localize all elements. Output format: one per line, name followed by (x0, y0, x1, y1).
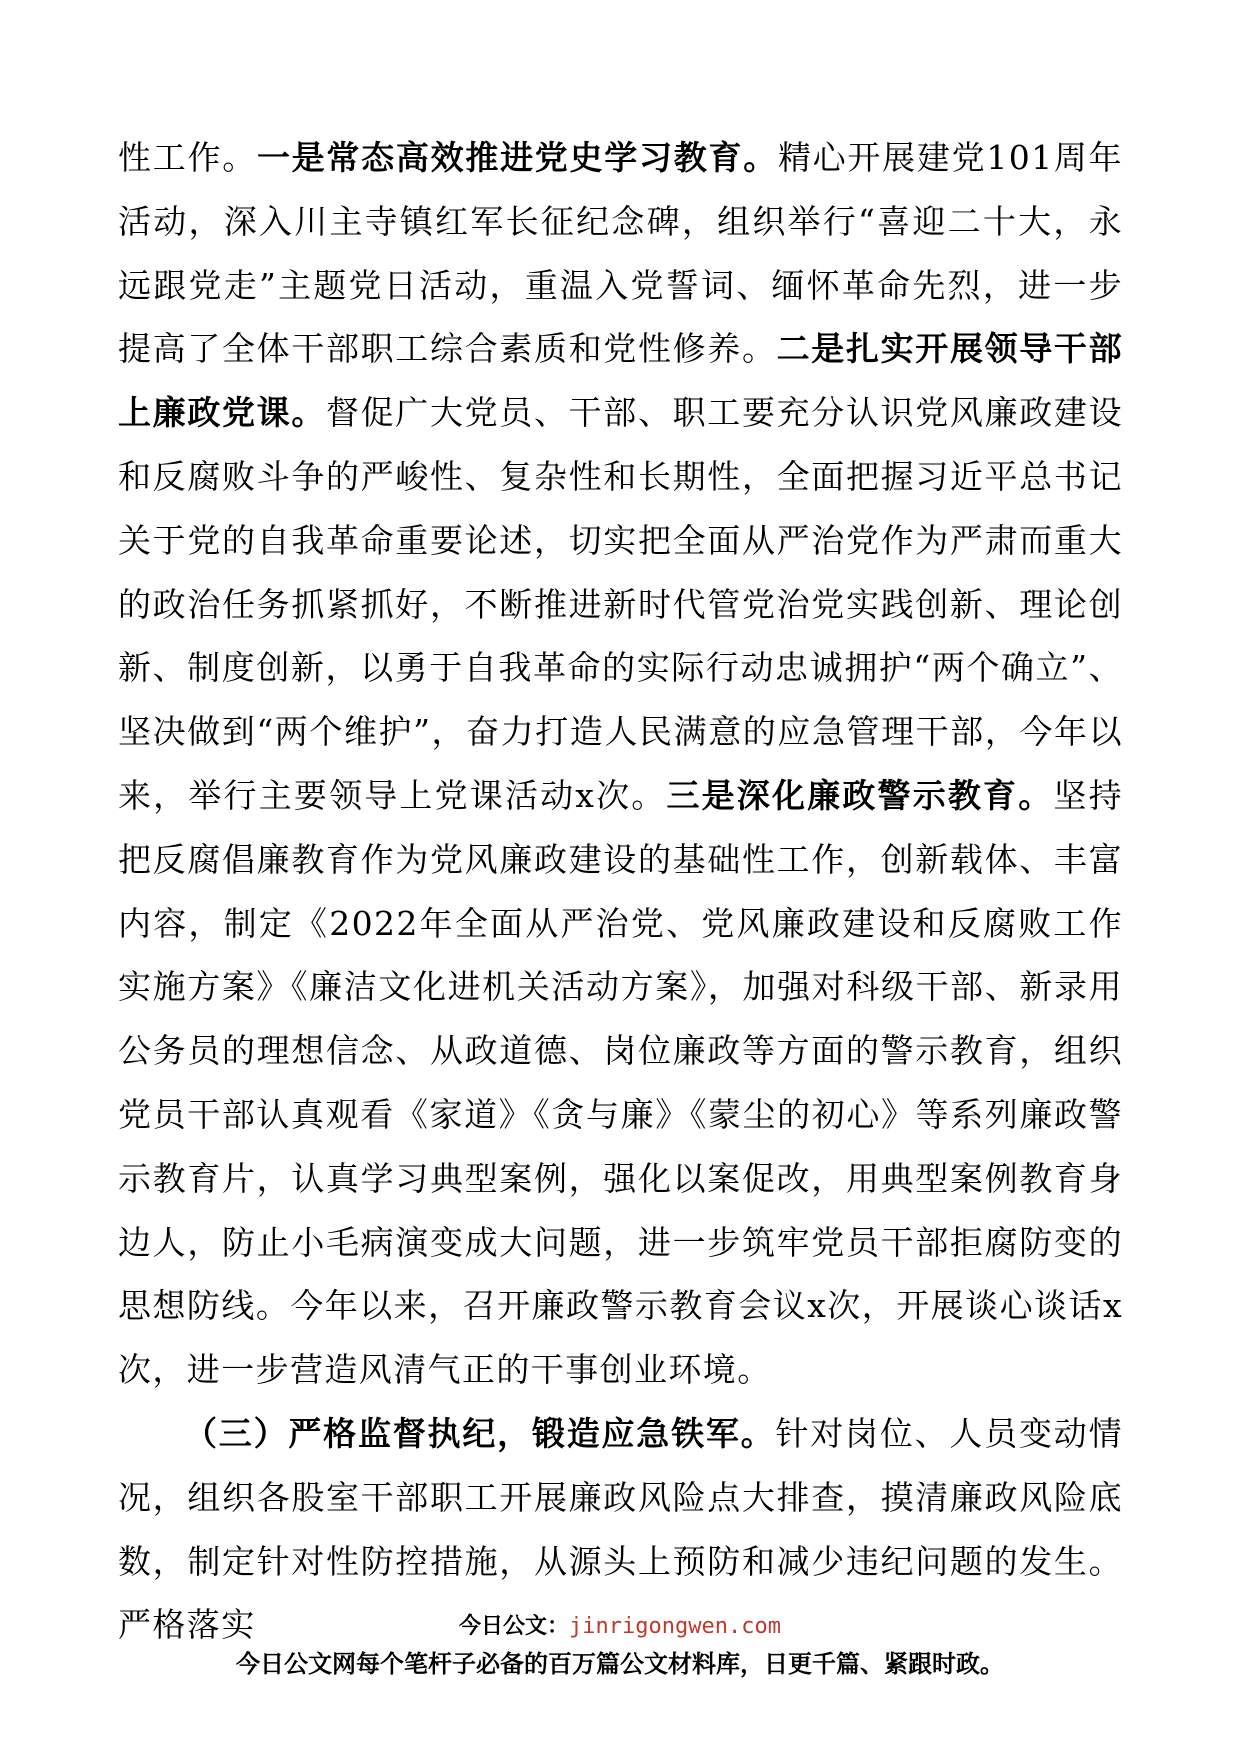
footer-tagline: 今日公文网每个笔杆子必备的百万篇公文材料库，日更千篇、紧跟时政。 (236, 1650, 1004, 1678)
heading-run-first: 一是常态高效推进党史学习教育。 (256, 138, 778, 177)
footer-label: 今日公文： (459, 1614, 570, 1639)
document-body (118, 126, 1123, 1657)
section-heading-run: （三）严格监督执纪，锻造应急铁军。 (184, 1413, 776, 1453)
text-run: 坚持把反腐倡廉教育作为党风廉政建设的基础性工作，创新载体、丰富内容，制定《2022年全面从严治党、党风廉政建设和反腐败工作实施方案》《廉洁文化进机关活动方案》，加强对科级干部、新录用公务员的理想信念、从政道德、岗位廉政等方面的警示教育，组织党员干部认真观看《家道》《贪与廉》《蒙尘的初心》等系列廉政警示教育片，认真学习典型案例，强化以案促改，用典型案例教育身边人，防止小毛病演变成大问题，进一步筑牢党员干部拒腐防变的思想防线。今年以来，召开廉政警示教育会议x次，开展谈心谈话x次，进一步营造风清气正的干事创业环境。 (118, 775, 1123, 1390)
footer-site-line (0, 1612, 1240, 1642)
text-run: 督促广大党员、干部、职工要充分认识党风廉政建设和反腐败斗争的严峻性、复杂性和长期性，全面把握习近平总书记关于党的自我革命重要论述，切实把全面从严治党作为严肃而重大的政治任务抓紧抓好，不断推进新时代管党治党实践创新、理论创新、制度创新，以勇于自我革命的实际行动忠诚拥护“两个确立”、坚决做到“两个维护”，奋力打造人民满意的应急管理干部，今年以来，举行主要领导上党课活动x次。 (118, 393, 1123, 815)
text-run: 针对岗位、人员变动情况，组织各股室干部职工开展廉政风险点大排查，摸清廉政风险底数，制定针对性防控措施，从源头上预防和减少违纪问题的发生。严格落实 (118, 1413, 1123, 1645)
heading-run-second: 二是扎实开展领导干部上廉政党课。 (118, 329, 1124, 433)
heading-run-third: 三是深化廉政警示教育。 (666, 775, 1054, 815)
text-run: 性工作。 (118, 138, 257, 177)
paragraph-party-education (118, 126, 1123, 1402)
text-run: 精心开展建党101周年活动，深入川主寺镇红军长征纪念碑，组织举行“喜迎二十大，永远跟党走”主题党日活动，重温入党誓词、缅怀革命先烈，进一步提高了全体干部职工综合素质和党性修养。 (118, 138, 1123, 369)
footer-url-link[interactable]: jinrigongwen.com (569, 1614, 781, 1639)
